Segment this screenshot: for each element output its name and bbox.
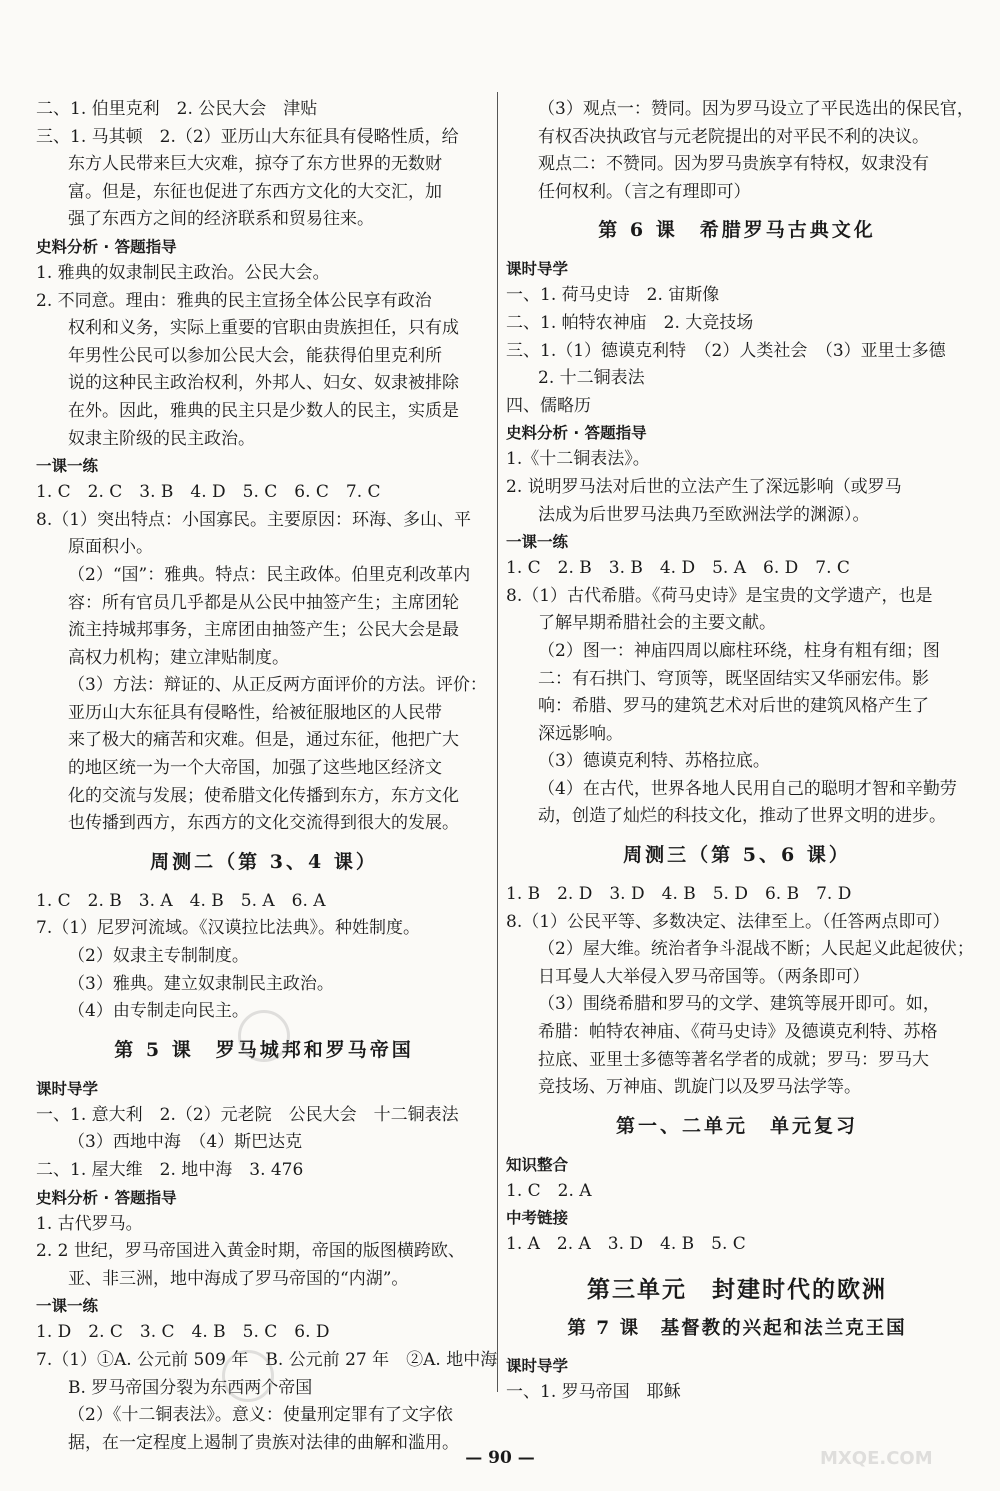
column-divider [497,92,498,1392]
left-text-line: 东方人民带来巨大灾难，掠夺了东方世界的无数财 [68,154,442,175]
left-lesson-title: 第 5 课 罗马城邦和罗马帝国 [114,1038,414,1061]
left-section-label: 史料分析 · 答题指导 [36,1188,177,1207]
right-text-line: 1. C 2. A [506,1180,592,1201]
left-text-line: 1. C 2. B 3. A 4. B 5. A 6. A [36,890,326,911]
left-section-label: 史料分析 · 答题指导 [36,237,177,256]
left-lesson-title: 周测二（第 3、4 课） [150,850,378,873]
right-lesson-title: 周测三（第 5、6 课） [623,844,851,867]
right-text-line: （3）围绕希腊和罗马的文学、建筑等展开即可。如， [538,994,940,1015]
left-text-line: 二、1. 屋大维 2. 地中海 3. 476 [36,1160,304,1180]
left-section-label: 一课一练 [36,1297,99,1316]
right-section-label: 史料分析 · 答题指导 [506,424,647,443]
right-text-line: （3）德谟克利特、苏格拉底。 [538,751,770,772]
right-section-label: 一课一练 [506,533,569,552]
right-text-line: （2）屋大维。统治者争斗混战不断；人民起义此起彼伏； [538,939,974,960]
right-lesson-title: 第 6 课 希腊罗马古典文化 [598,219,876,242]
left-text-line: 2. 2 世纪，罗马帝国进入黄金时期，帝国的版图横跨欧、 [36,1241,465,1262]
left-text-line: 来了极大的痛苦和灾难。但是，通过东征，他把广大 [68,730,459,751]
left-text-line: 二、1. 伯里克利 2. 公民大会 津贴 [36,99,318,119]
left-text-line: （3）方法：辩证的、从正反两方面评价的方法。评价： [68,675,487,696]
right-text-line: 三、1.（1）德谟克利特 （2）人类社会 （3）亚里士多德 [506,340,946,361]
left-text-line: 据，在一定程度上遏制了贵族对法律的曲解和滥用。 [68,1432,459,1453]
watermark-site: MXQE.COM [820,1448,933,1469]
page-number: — 90 — [465,1448,535,1468]
right-text-line: 动，创造了灿烂的科技文化，推动了世界文明的进步。 [538,806,946,827]
left-text-line: （3）西地中海 （4）斯巴达克 [68,1132,303,1153]
right-text-line: （4）在古代，世界各地人民用自己的聪明才智和辛勤劳 [538,778,957,799]
left-text-line: 年男性公民可以参加公民大会，能获得伯里克利所 [68,345,442,366]
right-section-label: 课时导学 [506,1357,569,1375]
left-text-line: （2）《十二铜表法》。意义：使量刑定罪有了文字依 [68,1405,453,1426]
right-section-label: 课时导学 [506,260,569,279]
right-text-line: 竞技场、万神庙、凯旋门以及罗马法学等。 [538,1077,861,1098]
left-text-line: 在外。因此，雅典的民主只是少数人的民主，实质是 [68,400,459,421]
left-text-line: 奴隶主阶级的民主政治。 [68,428,255,449]
left-section-label: 课时导学 [36,1079,99,1098]
right-text-line: 二：有石拱门、穹顶等，既坚固结实又华丽宏伟。影 [538,668,929,689]
left-text-line: 亚、非三洲，地中海成了罗马帝国的“内湖”。 [68,1268,409,1289]
left-text-line: 1. C 2. C 3. B 4. D 5. C 6. C 7. C [36,482,381,503]
left-text-line: 8.（1）突出特点：小国寡民。主要原因：环海、多山、平 [36,509,472,530]
left-text-line: 1. 雅典的奴隶制民主政治。公民大会。 [36,262,330,283]
left-text-line: 亚历山大东征具有侵略性，给被征服地区的人民带 [68,702,442,723]
right-text-line: 四、儒略历 [506,395,591,416]
left-text-line: （4）由专制走向民主。 [68,1001,249,1022]
right-text-line: 1. B 2. D 3. D 4. B 5. D 6. B 7. D [506,884,852,905]
right-text-line: 8.（1）公民平等、多数决定、法律至上。（任答两点即可） [506,911,950,932]
right-section-label: 知识整合 [506,1155,569,1174]
left-text-line: 富。但是，东征也促进了东西方文化的大交汇，加 [68,181,442,202]
right-unit-title: 第三单元 封建时代的欧洲 [587,1277,887,1303]
right-text-line: 了解早期希腊社会的主要文献。 [538,613,776,634]
right-text-line: 观点二：不赞同。因为罗马贵族享有特权，奴隶没有 [538,154,929,175]
left-text-line: 高权力机构；建立津贴制度。 [68,647,289,668]
right-text-line: （3）观点一：赞同。因为罗马设立了平民选出的保民官， [538,99,974,119]
right-text-line: 一、1. 荷马史诗 2. 宙斯像 [506,285,720,306]
left-text-line: 流主持城邦事务，主席团由抽签产生；公民大会是最 [68,620,459,641]
left-text-line: 强了东西方之间的经济联系和贸易往来。 [68,209,374,230]
left-text-line: 1. D 2. C 3. C 4. B 5. C 6. D [36,1322,330,1343]
right-text-line: 任何权利。（言之有理即可） [538,181,751,202]
right-text-line: 一、1. 罗马帝国 耶稣 [506,1382,681,1402]
left-text-line: （2）奴隶主专制制度。 [68,946,249,967]
right-text-line: 法成为后世罗马法典乃至欧洲法学的渊源）。 [538,504,870,525]
right-text-line: 1. C 2. B 3. B 4. D 5. A 6. D 7. C [506,558,850,579]
left-text-line: 权利和义务，实际上重要的官职由贵族担任，只有成 [68,318,459,339]
right-text-line: 希腊：帕特农神庙、《荷马史诗》及德谟克利特、苏格 [538,1022,938,1043]
right-text-line: 二、1. 帕特农神庙 2. 大竞技场 [506,312,754,333]
right-text-line: 1. A 2. A 3. D 4. B 5. C [506,1234,746,1255]
right-column [506,96,974,1407]
right-lesson-title: 第 7 课 基督教的兴起和法兰克王国 [567,1318,907,1339]
right-text-line: 拉底、亚里士多德等著名学者的成就；罗马：罗马大 [538,1049,929,1070]
right-text-line: 深远影响。 [538,723,623,744]
right-text-line: 日耳曼人大举侵入罗马帝国等。（两条即可） [538,966,870,987]
right-text-line: 响：希腊、罗马的建筑艺术对后世的建筑风格产生了 [538,696,929,717]
right-lesson-title: 第一、二单元 单元复习 [615,1114,858,1137]
left-text-line: B. 罗马帝国分裂为东西两个帝国 [68,1377,313,1398]
right-text-line: 1.《十二铜表法》。 [506,449,650,470]
right-text-line: 2. 说明罗马法对后世的立法产生了深远影响（或罗马 [506,476,902,497]
left-text-line: 也传播到西方，东西方的文化交流得到很大的发展。 [68,813,459,834]
left-text-line: 说的这种民主政治权利，外邦人、妇女、奴隶被排除 [68,373,459,394]
right-text-line: 2. 十二铜表法 [538,368,645,389]
left-text-line: （3）雅典。建立奴隶制民主政治。 [68,973,334,994]
right-text-line: 有权否决执政官与元老院提出的对平民不利的决议。 [538,126,929,147]
left-text-line: 1. 古代罗马。 [36,1213,143,1234]
right-section-label: 中考链接 [506,1209,569,1228]
left-text-line: （2）“国”：雅典。特点：民主政体。伯里克利改革内 [68,564,471,585]
left-text-line: 的地区统一为一个大帝国，加强了这些地区经济文 [68,758,442,779]
left-text-line: 三、1. 马其顿 2.（2）亚历山大东征具有侵略性质，给 [36,126,459,147]
left-text-line: 7.（1）尼罗河流域。《汉谟拉比法典》。种姓制度。 [36,918,421,939]
left-text-line: 2. 不同意。理由：雅典的民主宣扬全体公民享有政治 [36,290,432,311]
left-text-line: 一、1. 意大利 2.（2）元老院 公民大会 十二铜表法 [36,1104,459,1125]
left-text-line: 化的交流与发展；使希腊文化传播到东方，东方文化 [68,785,459,806]
right-text-line: 8.（1）古代希腊。《荷马史诗》是宝贵的文学遗产，也是 [506,585,933,606]
left-text-line: 容：所有官员几乎都是从公民中抽签产生；主席团轮 [68,592,459,613]
left-text-line: 原面积小。 [68,537,153,558]
left-section-label: 一课一练 [36,457,99,476]
right-text-line: （2）图一：神庙四周以廊柱环绕，柱身有粗有细；图 [538,640,940,661]
left-text-line: 7.（1）①A. 公元前 509 年 B. 公元前 27 年 ②A. 地中海 [36,1349,498,1370]
left-column [36,96,498,1457]
